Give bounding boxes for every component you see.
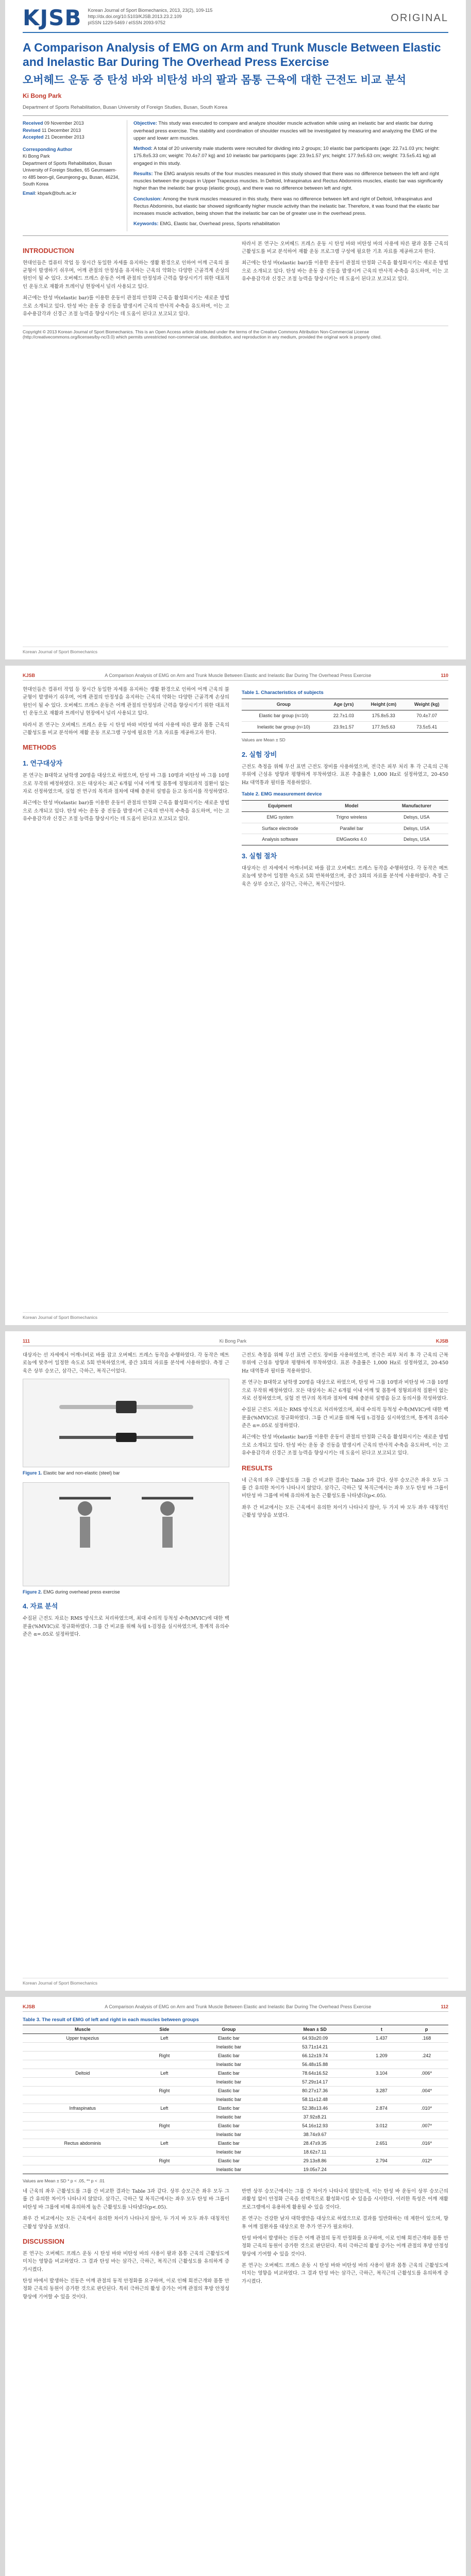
table-cell: Trigno wireless xyxy=(318,812,385,823)
table-row xyxy=(23,2139,448,2148)
table-row xyxy=(23,2130,448,2139)
journal-info-line[interactable]: http://dx.doi.org/10.5103/KJSB.2013.23.2.109 xyxy=(88,14,182,20)
table-row xyxy=(23,2148,448,2157)
table-cell: 3.012 xyxy=(359,2122,405,2130)
table-cell: 2.794 xyxy=(359,2157,405,2165)
results-heading: RESULTS xyxy=(242,1464,273,1472)
table-row xyxy=(23,2052,448,2060)
table-cell: Elastic bar xyxy=(186,2139,271,2148)
abstract-label: Results: xyxy=(133,171,153,177)
table-header: Muscle xyxy=(23,2025,142,2034)
table-cell: Elastic bar xyxy=(186,2104,271,2113)
table-cell xyxy=(142,2095,186,2104)
figure-label: Figure 2. xyxy=(23,1589,42,1595)
table3-body xyxy=(23,2034,448,2174)
table-cell: Rectus abdominis xyxy=(23,2139,142,2148)
table-cell xyxy=(23,2157,142,2165)
table-cell: 1.437 xyxy=(359,2034,405,2043)
page-number: 110 xyxy=(441,673,448,678)
table-cell: 37.92±8.21 xyxy=(271,2113,358,2122)
table2 xyxy=(242,800,448,845)
paragraph: 수집된 근전도 자료는 RMS 방식으로 처리하였으며, 최대 수의적 등척성 수축(MVIC)에 대한 백분율(%MVIC)로 정규화하였다. 그룹 간 비교를 위해 독립 t-검정을 실시하였으며, 통계적 유의수준은 α=.05로 설정하였다. xyxy=(242,1407,448,1429)
footer-text: Korean Journal of Sport Biomechanics xyxy=(23,649,98,654)
table-cell: .004* xyxy=(405,2087,448,2095)
paragraph: 탄성 바에서 발생하는 진동은 어깨 관절의 동적 안정화를 요구하며, 이로 인해 회전근개와 몸통 안정화 근육의 동원이 증가한 것으로 판단된다. 특히 극하근의 활성 증가는 어깨 관절의 후방 안정성 향상에 기여할 수 있을 것이다. xyxy=(242,2235,448,2257)
methods-subheading: 1. 연구대상자 xyxy=(23,759,63,768)
table-cell: Elastic bar xyxy=(186,2052,271,2060)
paragraph: 반면 상부 승모근에서는 그룹 간 차이가 나타나지 않았는데, 이는 탄성 바 운동이 상부 승모근의 과활성 없이 안정화 근육을 선택적으로 활성화시킬 수 있음을 시사한다. 이러한 특성은 어깨 재활 프로그램에서 유용하게 활용될 수 있을 것이다. xyxy=(242,2189,448,2210)
table-cell: Inelastic bar xyxy=(186,2095,271,2104)
running-head-journal: KJSB xyxy=(23,2004,36,2009)
table-cell: Parallel bar xyxy=(318,823,385,834)
exercise-illustration xyxy=(39,1488,214,1581)
table-header: Weight (kg) xyxy=(406,699,448,710)
paragraph: 본 연구는 오버헤드 프레스 운동 시 탄성 바와 비탄성 바의 사용이 팔과 몸통 근육의 근활성도에 미치는 영향을 비교하였다. 그 결과 탄성 바는 삼각근, 극하근, 복직근의 근활성도를 유의하게 증가시켰다. xyxy=(23,2250,229,2273)
person-head xyxy=(78,1501,92,1516)
table-cell xyxy=(405,2060,448,2069)
running-head-author: Ki Bong Park xyxy=(219,1338,247,1344)
table-cell: 2.651 xyxy=(359,2139,405,2148)
table-header: Model xyxy=(318,801,385,812)
table-cell: 80.27±17.36 xyxy=(271,2087,358,2095)
table-cell: Left xyxy=(142,2139,186,2148)
corr-label: Corresponding Author xyxy=(23,146,73,152)
table-header: t xyxy=(359,2025,405,2034)
table-cell xyxy=(405,2078,448,2087)
table-cell: 70.4±7.07 xyxy=(406,710,448,721)
abstract-results: The EMG analysis results of the four muscles measured in this study showed that there was no difference between the left and right muscles between the groups in Upper Trapezius muscles. In Deltoid, Infraspinatus and Rectus Abdominis muscles, elastic bar was significantly higher than the inelastic bar group (elastic group), and there was no difference between left and right. xyxy=(133,171,443,192)
table-cell: 52.38±13.46 xyxy=(271,2104,358,2113)
table-cell: Inelastic bar xyxy=(186,2078,271,2087)
table-cell: Inelastic bar xyxy=(186,2130,271,2139)
abstract-objective: This study was executed to compare and analyze shoulder muscle activation while using an inelastic bar and elastic bar during overhead press exercise. The stability and coordination of shoulder muscles will be investigated by measuring and analyzing the EMG of the upper and lower arm muscles. xyxy=(133,121,438,141)
paragraph: 따라서 본 연구는 오버헤드 프레스 운동 시 탄성 바와 비탄성 바의 사용에 따른 팔과 몸통 근육의 근활성도를 비교 분석하여 재활 운동 프로그램 구성에 필요한 기초 자료를 제공하고자 한다. xyxy=(242,241,448,255)
table-row xyxy=(242,721,448,733)
email-label: Email xyxy=(23,190,36,196)
corr-email[interactable]: kbpark@bufs.ac.kr xyxy=(38,190,77,196)
figure-1-caption xyxy=(23,1469,229,1477)
table-cell: 1.209 xyxy=(359,2052,405,2060)
table-cell: 28.47±9.35 xyxy=(271,2139,358,2148)
table-cell: 56.48±15.88 xyxy=(271,2060,358,2069)
abstract-block xyxy=(23,115,448,235)
table-cell xyxy=(23,2165,142,2174)
table-cell xyxy=(405,2130,448,2139)
table-header: Manufacturer xyxy=(385,801,448,812)
table-cell: 177.9±5.63 xyxy=(362,721,405,733)
table-cell xyxy=(142,2148,186,2157)
table-cell: .168 xyxy=(405,2034,448,2043)
table-header: Height (cm) xyxy=(362,699,405,710)
table-cell: Upper trapezius xyxy=(23,2034,142,2043)
table1 xyxy=(242,699,448,733)
page-1 xyxy=(5,0,466,659)
discussion-heading: DISCUSSION xyxy=(23,2237,64,2245)
table-row xyxy=(23,2113,448,2122)
table-row xyxy=(23,2078,448,2087)
revised-date: 11 December 2013 xyxy=(42,127,81,133)
grip-shape xyxy=(116,1401,137,1413)
korean-title: 오버헤드 운동 중 탄성 바와 비탄성 바의 팔과 몸통 근육에 대한 근전도 비교 분석 xyxy=(23,74,407,87)
intro-column-2 xyxy=(242,240,448,322)
table-row xyxy=(23,2034,448,2043)
table-row xyxy=(23,2122,448,2130)
table-cell xyxy=(405,2095,448,2104)
table-row xyxy=(242,812,448,823)
table3-caption: Table 3. The result of EMG of left and right in each muscles between groups xyxy=(23,2017,199,2023)
paragraph: 수집된 근전도 자료는 RMS 방식으로 처리하였으며, 최대 수의적 등척성 수축(MVIC)에 대한 백분율(%MVIC)로 정규화하였다. 그룹 간 비교를 위해 독립 t-검정을 실시하였으며, 통계적 유의수준은 α=.05로 설정하였다. xyxy=(23,1616,229,1638)
table-cell xyxy=(359,2165,405,2174)
page-4 xyxy=(5,1997,466,2576)
abstract-conclusion: Among the trunk muscles measured in this study, there was no difference between left and right of Deltoid, Infraspinatus and Rectus Abdominis, but elastic bar showed significantly higher muscle activity than the inelastic bar. Therefore, it was found that the elastic bar increases muscle activation, being shown that the inelastic bar can be of greater use in the overhead press. xyxy=(133,196,440,217)
table-cell: Right xyxy=(142,2052,186,2060)
journal-info-line: pISSN 1229-5469 / eISSN 2093-9752 xyxy=(88,20,166,26)
footer-text: Korean Journal of Sport Biomechanics xyxy=(23,1980,98,1986)
page-footer xyxy=(23,1978,448,1986)
table-cell xyxy=(359,2113,405,2122)
table-cell: .007* xyxy=(405,2122,448,2130)
table-header: Group xyxy=(242,699,326,710)
table-cell xyxy=(23,2130,142,2139)
paragraph: 근전도 측정을 위해 무선 표면 근전도 장비를 사용하였으며, 전극은 피부 처리 후 각 근육의 근복 부위에 근섬유 방향과 평행하게 부착하였다. 표본 추출률은 1,000 Hz로 설정하였고, 20-450 Hz 대역통과 필터를 적용하였다. xyxy=(242,764,448,786)
paragraph: 탄성 바에서 발생하는 진동은 어깨 관절의 동적 안정화를 요구하며, 이로 인해 회전근개와 몸통 안정화 근육의 동원이 증가한 것으로 판단된다. 특히 극하근의 활성 증가는 어깨 관절의 후방 안정성 향상에 기여할 수 있을 것이다. xyxy=(23,2278,229,2300)
table-cell xyxy=(405,2113,448,2122)
paragraph: 좌우 간 비교에서는 모든 근육에서 유의한 차이가 나타나지 않아, 두 가지 바 모두 좌우 대칭적인 근활성 양상을 보였다. xyxy=(242,1504,448,1519)
table-cell xyxy=(23,2052,142,2060)
abstract-label: Conclusion: xyxy=(133,196,162,202)
paragraph: 현대인들은 컴퓨터 작업 등 장시간 동일한 자세를 유지하는 생활 환경으로 인하여 어깨 근육의 불균형이 발생하기 쉬우며, 어깨 관절의 안정성을 유지하는 근육의 약화는 다양한 근골격계 손상의 원인이 될 수 있다. 오버헤드 프레스 운동은 어깨 관절의 안정성과 근력을 향상시키기 위한 대표적인 운동으로 재활과 트레이닝 현장에서 널리 사용되고 있다. xyxy=(23,260,229,290)
table-cell xyxy=(23,2078,142,2087)
paragraph: 최근에는 탄성 바(elastic bar)를 이용한 운동이 관절의 안정화 근육을 활성화시키는 새로운 방법으로 소개되고 있다. 탄성 바는 운동 중 진동을 발생시켜 근육의 반사적 수축을 유도하며, 이는 고유수용감각과 신경근 조절 능력을 향상시키는 데 도움이 된다고 보고되고 있다. xyxy=(23,295,229,317)
table1-note: Values are Mean ± SD xyxy=(242,737,285,743)
table-cell xyxy=(23,2087,142,2095)
journal-logo: KJSB xyxy=(23,5,82,30)
corr-name: Ki Bong Park xyxy=(23,154,50,159)
table-cell xyxy=(359,2130,405,2139)
table-cell: 66.12±19.74 xyxy=(271,2052,358,2060)
page-number: 112 xyxy=(441,2004,448,2009)
table-cell: 3.287 xyxy=(359,2087,405,2095)
running-head xyxy=(23,2004,448,2012)
abstract-keywords: EMG, Elastic bar, Overhead press, Sports rehabilitation xyxy=(160,221,280,227)
table-cell: Left xyxy=(142,2034,186,2043)
table-cell xyxy=(142,2113,186,2122)
paragraph: 네 근육의 좌우 근활성도를 그룹 간 비교한 결과는 Table 3과 같다. 상부 승모근은 좌우 모두 그룹 간 유의한 차이가 나타나지 않았다. 삼각근, 극하근 및 복직근에서는 좌우 모두 탄성 바 그룹이 비탄성 바 그룹에 비해 유의하게 높은 근활성도를 나타냈다(p<.05). xyxy=(23,2189,229,2210)
table-cell: 58.11±12.48 xyxy=(271,2095,358,2104)
column-left xyxy=(23,1351,229,1642)
table-cell: Surface electrode xyxy=(242,823,318,834)
table3 xyxy=(23,2025,448,2174)
running-head-journal: KJSB xyxy=(435,1338,448,1344)
table-cell xyxy=(405,2043,448,2052)
received-label: Received xyxy=(23,121,43,126)
table-cell: Inelastic bar xyxy=(186,2113,271,2122)
table-header: p xyxy=(405,2025,448,2034)
footer-text: Korean Journal of Sport Biomechanics xyxy=(23,1315,98,1320)
table-row xyxy=(23,2043,448,2052)
table-header: Age (yrs) xyxy=(326,699,362,710)
page-number: 111 xyxy=(23,1338,30,1344)
author: Ki Bong Park xyxy=(23,92,62,100)
table-row xyxy=(23,2095,448,2104)
running-head xyxy=(23,1338,448,1346)
page-3 xyxy=(5,1331,466,1991)
page-2 xyxy=(5,666,466,1325)
abstract-method: A total of 20 university male students were recruited for dividing into 2 groups; 10 elastic bar participants (age: 22.7±1.03 yrs; height: 175.8±5.33 cm; weight: 70.4±7.07 kg) and 10 inelastic bar participants (age: 23.9±1.57 yrs; height: 177.9±5.63 cm; weight: 73.5±5.41 kg) all engaged in this study. xyxy=(133,146,440,166)
running-head-journal: KJSB xyxy=(23,673,36,678)
table-cell xyxy=(23,2095,142,2104)
table-cell: Elastic bar xyxy=(186,2157,271,2165)
table-cell: Inelastic bar xyxy=(186,2148,271,2157)
person-head xyxy=(160,1501,175,1516)
table-cell: 73.5±5.41 xyxy=(406,721,448,733)
column-left xyxy=(23,686,229,892)
table-cell: 22.7±1.03 xyxy=(326,710,362,721)
running-head-title: A Comparison Analysis of EMG on Arm and Trunk Muscle Between Elastic and Inelastic Bar During The Overhead Press Exercise xyxy=(105,673,372,678)
figure-2-caption xyxy=(23,1588,229,1596)
table-cell: 2.874 xyxy=(359,2104,405,2113)
paragraph: 본 연구는 B대학교 남학생 20명을 대상으로 하였으며, 탄성 바 그룹 10명과 비탄성 바 그룹 10명으로 무작위 배정하였다. 모든 대상자는 최근 6개월 이내 어깨 및 몸통에 정형외과적 질환이 없는 자로 선정하였으며, 실험 전 연구의 목적과 절차에 대해 충분히 설명을 듣고 동의서를 작성하였다. xyxy=(242,1380,448,1401)
abstract-label: Method: xyxy=(133,146,153,152)
paragraph: 네 근육의 좌우 근활성도를 그룹 간 비교한 결과는 Table 3과 같다. 상부 승모근은 좌우 모두 그룹 간 유의한 차이가 나타나지 않았다. 삼각근, 극하근 및 복직근에서는 좌우 모두 탄성 바 그룹이 비탄성 바 그룹에 비해 유의하게 높은 근활성도를 나타냈다(p<.05). xyxy=(242,1477,448,1499)
table-cell xyxy=(23,2148,142,2157)
table-cell: Delsys, USA xyxy=(385,812,448,823)
abstract-label: Keywords: xyxy=(133,221,159,227)
page-footer xyxy=(23,647,448,654)
table-cell xyxy=(23,2113,142,2122)
table-cell: .012* xyxy=(405,2157,448,2165)
table-cell: 54.16±12.93 xyxy=(271,2122,358,2130)
column-right xyxy=(242,1351,448,1642)
figure-label: Figure 1. xyxy=(23,1470,42,1476)
table-cell: Left xyxy=(142,2069,186,2078)
running-head xyxy=(23,673,448,681)
methods-subheading: 4. 자료 분석 xyxy=(23,1602,58,1611)
table-cell: Right xyxy=(142,2087,186,2095)
table-cell xyxy=(405,2148,448,2157)
table-cell: Elastic bar xyxy=(186,2069,271,2078)
table-row xyxy=(23,2104,448,2113)
table-cell xyxy=(142,2165,186,2174)
intro-heading: INTRODUCTION xyxy=(23,246,74,255)
grip-shape xyxy=(116,1433,137,1442)
table-cell: .010* xyxy=(405,2104,448,2113)
revised-label: Revised xyxy=(23,127,41,133)
table-cell: 57.29±14.17 xyxy=(271,2078,358,2087)
table-cell: 3.104 xyxy=(359,2069,405,2078)
figure-caption-text: EMG during overhead press exercise xyxy=(43,1589,120,1595)
copyright-notice: Copyright © 2013 Korean Journal of Sport Biomechanics. This is an Open Access article distributed under the terms of the Creative Commons Attribution Non-Commercial License (http://creativecommons.org/licenses/by-nc/3.0) which permits unrestricted non-commercial use, distribution, and reproduction in any medium, provided the original work is properly cited. xyxy=(23,326,448,340)
table-cell: 19.05±7.24 xyxy=(271,2165,358,2174)
column-left xyxy=(23,2188,229,2304)
table-cell: 18.62±7.11 xyxy=(271,2148,358,2157)
table-cell: 29.13±8.86 xyxy=(271,2157,358,2165)
journal-info xyxy=(88,7,391,26)
table-cell: Elastic bar group (n=10) xyxy=(242,710,326,721)
table-cell: .242 xyxy=(405,2052,448,2060)
abstract-text xyxy=(127,120,448,231)
table-cell: Inelastic bar xyxy=(186,2165,271,2174)
corr-address: Department of Sports Rehabilitation, Busan University of Foreign Studies, 65 Geumsaem-ro 485 beon-gil, Geumjeong-gu, Busan, 46234, South Korea xyxy=(23,160,120,187)
paragraph: 대상자는 선 자세에서 어깨너비로 바를 잡고 오버헤드 프레스 동작을 수행하였다. 각 동작은 메트로놈에 맞추어 일정한 속도로 5회 반복하였으며, 중간 3회의 자료를 분석에 사용하였다. 측정 근육은 상부 승모근, 삼각근, 극하근, 복직근이었다. xyxy=(242,865,448,887)
paragraph: 좌우 간 비교에서는 모든 근육에서 유의한 차이가 나타나지 않아, 두 가지 바 모두 좌우 대칭적인 근활성 양상을 보였다. xyxy=(23,2216,229,2230)
table-cell xyxy=(23,2060,142,2069)
article-title: A Comparison Analysis of EMG on Arm and Trunk Muscle Between Elastic and Inelastic Bar During The Overhead Press Exercise xyxy=(23,41,441,69)
table-cell xyxy=(359,2043,405,2052)
table1-caption: Table 1. Characteristics of subjects xyxy=(242,690,324,696)
table-cell: Inelastic bar xyxy=(186,2043,271,2052)
table-cell: Elastic bar xyxy=(186,2087,271,2095)
table-cell: Elastic bar xyxy=(186,2034,271,2043)
table-cell: Delsys, USA xyxy=(385,823,448,834)
methods-heading: METHODS xyxy=(23,743,56,752)
abstract-label: Objective: xyxy=(133,121,157,127)
column-right xyxy=(242,686,448,892)
table-cell: 53.71±14.21 xyxy=(271,2043,358,2052)
page-footer xyxy=(23,1312,448,1320)
received-date: 09 November 2013 xyxy=(44,121,84,126)
table-cell: 23.9±1.57 xyxy=(326,721,362,733)
table-cell: Left xyxy=(142,2104,186,2113)
methods-subheading: 2. 실험 장비 xyxy=(242,750,277,758)
table-cell: Analysis software xyxy=(242,834,318,845)
journal-header xyxy=(23,7,448,33)
table-cell: Elastic bar xyxy=(186,2122,271,2130)
table-cell: .006* xyxy=(405,2069,448,2078)
paragraph: 최근에는 탄성 바(elastic bar)를 이용한 운동이 관절의 안정화 근육을 활성화시키는 새로운 방법으로 소개되고 있다. 탄성 바는 운동 중 진동을 발생시켜 근육의 반사적 수축을 유도하며, 이는 고유수용감각과 신경근 조절 능력을 향상시키는 데 도움이 된다고 보고되고 있다. xyxy=(23,800,229,822)
table3-note: Values are Mean ± SD * p < .05, ** p < .01 xyxy=(23,2178,105,2183)
table-cell xyxy=(359,2078,405,2087)
affiliation: Department of Sports Rehabilitation, Busan University of Foreign Studies, Busan, South Korea xyxy=(23,105,228,111)
table-cell xyxy=(23,2122,142,2130)
figure-1-image xyxy=(23,1379,229,1467)
figure-caption-text: Elastic bar and non-elastic (steel) bar xyxy=(43,1470,120,1476)
accepted-label: Accepted xyxy=(23,134,44,140)
table-row xyxy=(23,2157,448,2165)
table-row xyxy=(23,2165,448,2174)
table-cell: Right xyxy=(142,2122,186,2130)
article-type: ORIGINAL xyxy=(391,12,448,24)
table-cell xyxy=(359,2148,405,2157)
accepted-date: 21 December 2013 xyxy=(45,134,85,140)
paragraph: 본 연구는 건강한 남자 대학생만을 대상으로 하였으므로 결과를 일반화하는 데 제한이 있으며, 향후 어깨 질환자를 대상으로 한 추가 연구가 필요하다. xyxy=(242,2216,448,2230)
paragraph: 따라서 본 연구는 오버헤드 프레스 운동 시 탄성 바와 비탄성 바의 사용에 따른 팔과 몸통 근육의 근활성도를 비교 분석하여 재활 운동 프로그램 구성에 필요한 기초 자료를 제공하고자 한다. xyxy=(23,722,229,736)
methods-subheading: 3. 실험 절차 xyxy=(242,852,277,860)
bar-illustration xyxy=(49,1384,204,1462)
person-body xyxy=(162,1517,173,1548)
table-header: Group xyxy=(186,2025,271,2034)
table-cell xyxy=(142,2043,186,2052)
table-header: Side xyxy=(142,2025,186,2034)
table-row xyxy=(23,2069,448,2078)
table-cell: EMGworks 4.0 xyxy=(318,834,385,845)
table-cell: 78.64±16.52 xyxy=(271,2069,358,2078)
paragraph: 현대인들은 컴퓨터 작업 등 장시간 동일한 자세를 유지하는 생활 환경으로 인하여 어깨 근육의 불균형이 발생하기 쉬우며, 어깨 관절의 안정성을 유지하는 근육의 약화는 다양한 근골격계 손상의 원인이 될 수 있다. 오버헤드 프레스 운동은 어깨 관절의 안정성과 근력을 향상시키기 위한 대표적인 운동으로 재활과 트레이닝 현장에서 널리 사용되고 있다. xyxy=(23,687,229,717)
table-cell xyxy=(23,2043,142,2052)
table-row xyxy=(242,823,448,834)
article-info: Received 09 November 2013 Revised 11 December 2013 Accepted 21 December 2013 Corresponding Author Ki Bong Park Department of Sports Rehabilitation, Busan University of Foreign Studies, 65 Geumsaem-ro 485 beon-gil, Geumjeong-gu, Busan, 46234, South Korea Email: kbpark@bufs.ac.kr xyxy=(23,120,127,231)
table-cell xyxy=(142,2060,186,2069)
table-row xyxy=(242,710,448,721)
running-head-title: A Comparison Analysis of EMG on Arm and Trunk Muscle Between Elastic and Inelastic Bar During The Overhead Press Exercise xyxy=(105,2004,372,2009)
column-right xyxy=(242,2188,448,2304)
table-cell: .016* xyxy=(405,2139,448,2148)
table-cell xyxy=(142,2078,186,2087)
table-row xyxy=(242,834,448,845)
table-cell xyxy=(359,2095,405,2104)
paragraph: 본 연구는 B대학교 남학생 20명을 대상으로 하였으며, 탄성 바 그룹 10명과 비탄성 바 그룹 10명으로 무작위 배정하였다. 모든 대상자는 최근 6개월 이내 어깨 및 몸통에 정형외과적 질환이 없는 자로 선정하였으며, 실험 전 연구의 목적과 절차에 대해 충분히 설명을 듣고 동의서를 작성하였다. xyxy=(23,773,229,795)
table-cell: Right xyxy=(142,2157,186,2165)
table-cell: 175.8±5.33 xyxy=(362,710,405,721)
paragraph: 최근에는 탄성 바(elastic bar)를 이용한 운동이 관절의 안정화 근육을 활성화시키는 새로운 방법으로 소개되고 있다. 탄성 바는 운동 중 진동을 발생시켜 근육의 반사적 수축을 유도하며, 이는 고유수용감각과 신경근 조절 능력을 향상시키는 데 도움이 된다고 보고되고 있다. xyxy=(242,1434,448,1456)
table-cell: Deltoid xyxy=(23,2069,142,2078)
table-cell: Delsys, USA xyxy=(385,834,448,845)
paragraph: 대상자는 선 자세에서 어깨너비로 바를 잡고 오버헤드 프레스 동작을 수행하였다. 각 동작은 메트로놈에 맞추어 일정한 속도로 5회 반복하였으며, 중간 3회의 자료를 분석에 사용하였다. 측정 근육은 상부 승모근, 삼각근, 극하근, 복직근이었다. xyxy=(23,1352,229,1374)
table-cell xyxy=(142,2130,186,2139)
paragraph: 최근에는 탄성 바(elastic bar)를 이용한 운동이 관절의 안정화 근육을 활성화시키는 새로운 방법으로 소개되고 있다. 탄성 바는 운동 중 진동을 발생시켜 근육의 반사적 수축을 유도하며, 이는 고유수용감각과 신경근 조절 능력을 향상시키는 데 도움이 된다고 보고되고 있다. xyxy=(242,260,448,282)
table-cell: 38.74±9.67 xyxy=(271,2130,358,2139)
table-row xyxy=(23,2060,448,2069)
table-cell: Inelastic bar group (n=10) xyxy=(242,721,326,733)
table-cell: EMG system xyxy=(242,812,318,823)
table-cell xyxy=(359,2060,405,2069)
paragraph: 근전도 측정을 위해 무선 표면 근전도 장비를 사용하였으며, 전극은 피부 처리 후 각 근육의 근복 부위에 근섬유 방향과 평행하게 부착하였다. 표본 추출률은 1,000 Hz로 설정하였고, 20-450 Hz 대역통과 필터를 적용하였다. xyxy=(242,1352,448,1374)
paragraph: 본 연구는 오버헤드 프레스 운동 시 탄성 바와 비탄성 바의 사용이 팔과 몸통 근육의 근활성도에 미치는 영향을 비교하였다. 그 결과 탄성 바는 삼각근, 극하근, 복직근의 근활성도를 유의하게 증가시켰다. xyxy=(242,2263,448,2284)
journal-info-line: Korean Journal of Sport Biomechanics, 2013, 23(2), 109-115 xyxy=(88,8,213,13)
table-cell: Inelastic bar xyxy=(186,2060,271,2069)
figure-2-image xyxy=(23,1482,229,1586)
table2-caption: Table 2. EMG measurement device xyxy=(242,791,322,798)
table-cell xyxy=(405,2165,448,2174)
intro-column xyxy=(23,240,229,322)
table-row xyxy=(23,2087,448,2095)
table-header: Mean ± SD xyxy=(271,2025,358,2034)
person-body xyxy=(80,1517,90,1548)
table-cell: Infraspinatus xyxy=(23,2104,142,2113)
table-header: Equipment xyxy=(242,801,318,812)
table-cell: 64.93±20.09 xyxy=(271,2034,358,2043)
